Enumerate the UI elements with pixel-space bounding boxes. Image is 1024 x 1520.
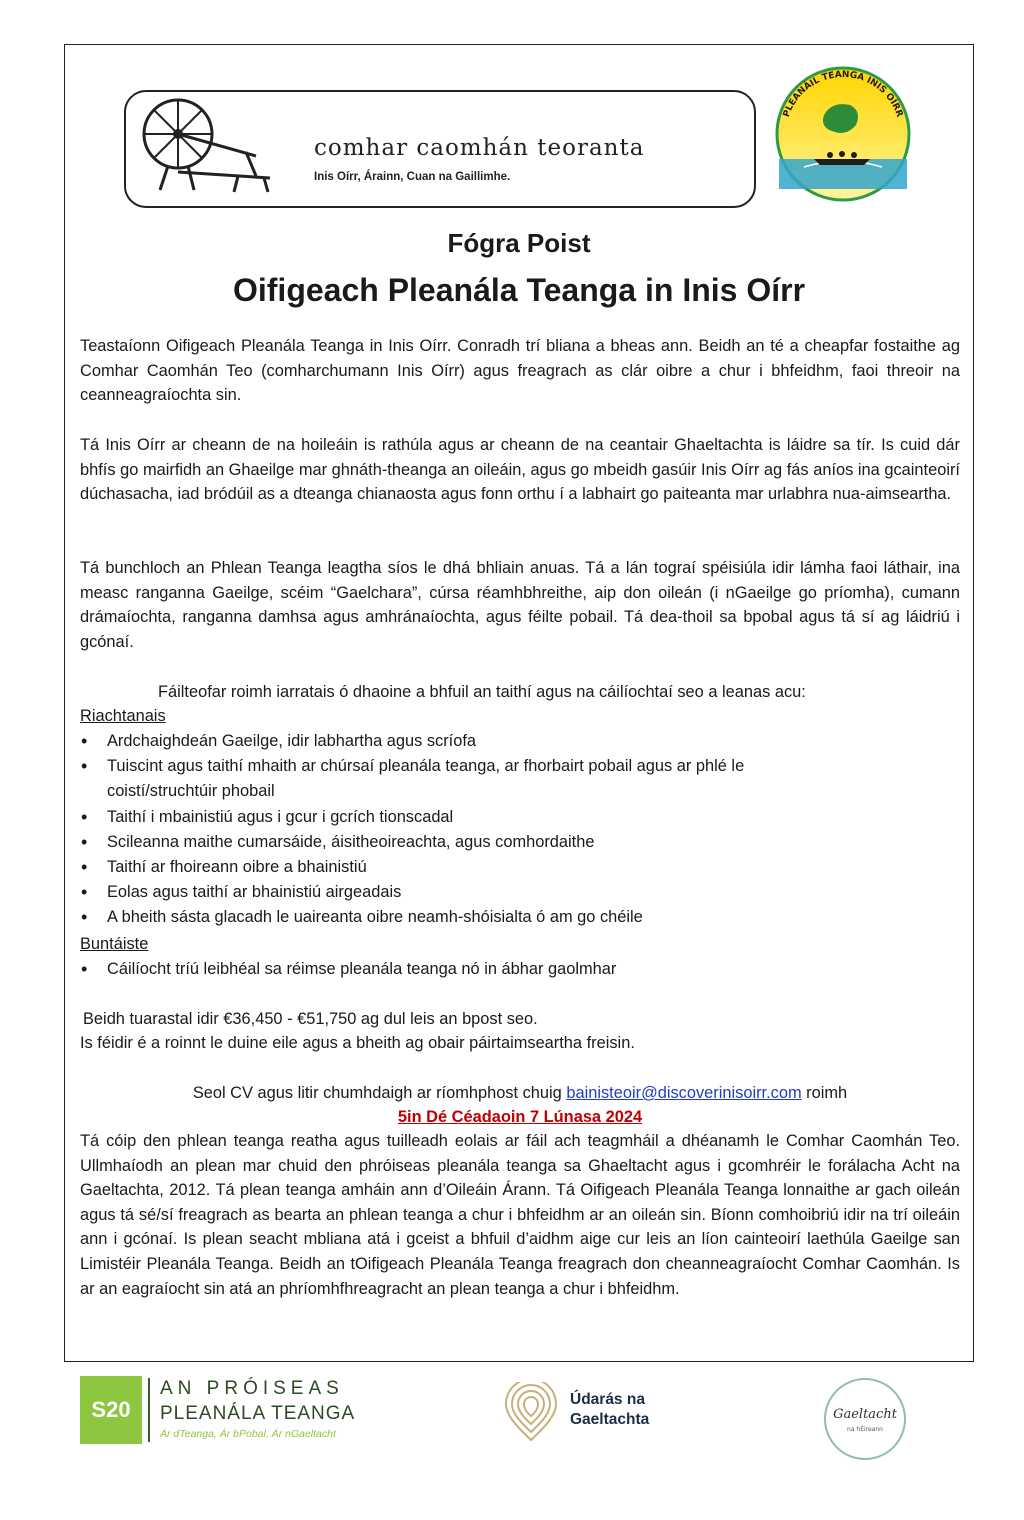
list-item: • Scileanna maithe cumarsáide, áisitheoireachta, agus comhordaithe	[80, 830, 840, 855]
udaras-name	[570, 1390, 649, 1430]
list-item: • A bheith sásta glacadh le uaireanta oibre neamh-shóisialta ó am go chéile	[80, 905, 840, 930]
pleanail-teanga-badge	[764, 55, 922, 213]
badge-text: PLEANÁIL TEANGA INIS OÍRR	[781, 69, 905, 119]
welcome-line: Fáilteofar roimh iarratais ó dhaoine a bhfuil an taithí agus na cáilíochtaí seo a leanas acu:	[158, 683, 806, 701]
salary-line: Beidh tuarastal idir €36,450 - €51,750 ag dul leis an bpost seo.	[83, 1010, 538, 1028]
spinning-wheel-icon	[138, 86, 278, 196]
udaras-line2: Gaeltachta	[570, 1411, 650, 1428]
s20-logo	[80, 1376, 395, 1444]
gaeltacht-subtext: na hÉireann	[847, 1426, 883, 1433]
apply-suffix: roimh	[801, 1084, 848, 1102]
benefits-heading: Buntáiste	[80, 935, 149, 953]
list-item: • Taithí i mbainistiú agus i gcur i gcrích tionscadal	[80, 805, 840, 830]
requirements-heading: Riachtanais	[80, 707, 166, 725]
deadline-text: 5in Dé Céadaoin 7 Lúnasa 2024	[397, 1108, 643, 1126]
closing-paragraph: Tá cóip den phlean teanga reatha agus tuilleadh eolais ar fáil ach teagmháil a dhéanamh le Comhar Caomhán Teo. Ullmhaíodh an plean mar chuid den phróiseas pleanála teanga sa Ghaeltacht agus i gcomhréir le forálacha Acht na Gaeltachta, 2012. Tá plean teanga amháin ann d’Oileáin Árann. Tá Oifigeach Pleanála Teanga lonnaithe ar gach oileán agus tá sé/sí freagrach as bearta an phlean teanga a chur i bhfeidhm ar an oileán sin. Bíonn comhoibriú idir na trí oileáin ann i gcónaí. Is plean seacht mbliana atá i gceist a bhfuil d’aidhm aige cur leis an líon cainteoirí laethúla Gaeilge san Limistéir Pleanála Teanga. Beidh an tOifigeach Pleanála Teanga freagrach don cheanneagraíocht Comhar Caomhán. Is ar an eagraíocht sin atá an phríomhfhreagracht an plean teanga a chur i bhfeidhm.	[80, 1132, 960, 1298]
requirements-list	[80, 729, 840, 931]
list-item: • Taithí ar fhoireann oibre a bhainistiú	[80, 855, 840, 880]
projects-paragraph: Tá bunchloch an Phlean Teanga leagtha síos le dhá bhliain anuas. Tá a lán tograí spéisiúla idir lámha faoi láthair, ina measc ranganna Gaeilge, scéim “Gaelchara”, cúrsa réamhbhreithe, aip don oileán (i nGaeilge go príomha), cumann drámaíochta, ranganna damhsa agus amhránaíochta, agus féilte pobail. Tá dea-thoil sa bpobal agus tá sí ag láidriú i gcónaí.	[80, 559, 960, 651]
s20-tagline: Ár dTeanga, Ár bPobal, Ár nGaeltacht	[160, 1428, 336, 1440]
notice-label: Fógra Poist	[447, 228, 591, 258]
s20-line1: AN PRÓISEAS	[160, 1378, 344, 1399]
benefits-list	[80, 957, 840, 982]
island-paragraph: Tá Inis Oírr ar cheann de na hoileáin is rathúla agus ar cheann de na ceantair Ghaeltachta is láidre sa tír. Is cuid dár bhfís go mairfidh an Ghaeilge mar ghnáth-theanga an oileáin, agus go mbeidh gasúir Inis Oírr ag fás aníos ina gcainteoirí dúchasacha, iad bródúil as a dteanga chianaosta agus fonn orthu í a labhairt go paiteanta mar urlabhra nua-aimseartha.	[80, 436, 960, 504]
apply-prefix: Seol CV agus litir chumhdaigh ar ríomhphost chuig	[192, 1084, 567, 1102]
email-link[interactable]: bainisteoir@discoverinisoirr.com	[566, 1084, 802, 1102]
udaras-line1: Údarás na	[570, 1391, 645, 1408]
list-item: • Ardchaighdeán Gaeilge, idir labhartha agus scríofa	[80, 729, 840, 754]
udaras-emblem-icon	[500, 1382, 562, 1444]
udaras-logo	[500, 1380, 700, 1448]
apply-line	[80, 1081, 960, 1106]
job-share-line: Is féidir é a roinnt le duine eile agus a bheith ag obair páirtaimseartha freisin.	[80, 1034, 635, 1052]
s20-badge: S20	[80, 1376, 142, 1444]
list-item: • Tuiscint agus taithí mhaith ar chúrsaí pleanála teanga, ar fhorbairt pobail agus ar phlé le coistí/struchtúir phobail	[80, 754, 840, 804]
page-title: Oifigeach Pleanála Teanga in Inis Oírr	[232, 272, 806, 308]
gaeltacht-logo	[822, 1376, 908, 1462]
gaeltacht-wordmark: Gaeltacht	[833, 1407, 897, 1422]
s20-divider	[148, 1378, 150, 1442]
intro-paragraph: Teastaíonn Oifigeach Pleanála Teanga in Inis Oírr. Conradh trí bliana a bheas ann. Beidh an té a cheapfar fostaithe ag Comhar Caomhán Teo (comharchumann Inis Oírr) agus freagrach as clár oibre a chur i bhfeidhm, faoi threoir na ceanneagraíochta sin.	[80, 337, 960, 405]
s20-line2: PLEANÁLA TEANGA	[160, 1403, 356, 1424]
deadline-line	[80, 1105, 960, 1130]
org-address: Inis Oírr, Árainn, Cuan na Gaillimhe.	[314, 171, 511, 183]
org-name: comhar caomhán teoranta	[314, 135, 645, 161]
list-item: • Eolas agus taithí ar bhainistiú airgeadais	[80, 880, 840, 905]
list-item: • Cáilíocht tríú leibhéal sa réimse pleanála teanga nó in ábhar gaolmhar	[80, 957, 840, 982]
